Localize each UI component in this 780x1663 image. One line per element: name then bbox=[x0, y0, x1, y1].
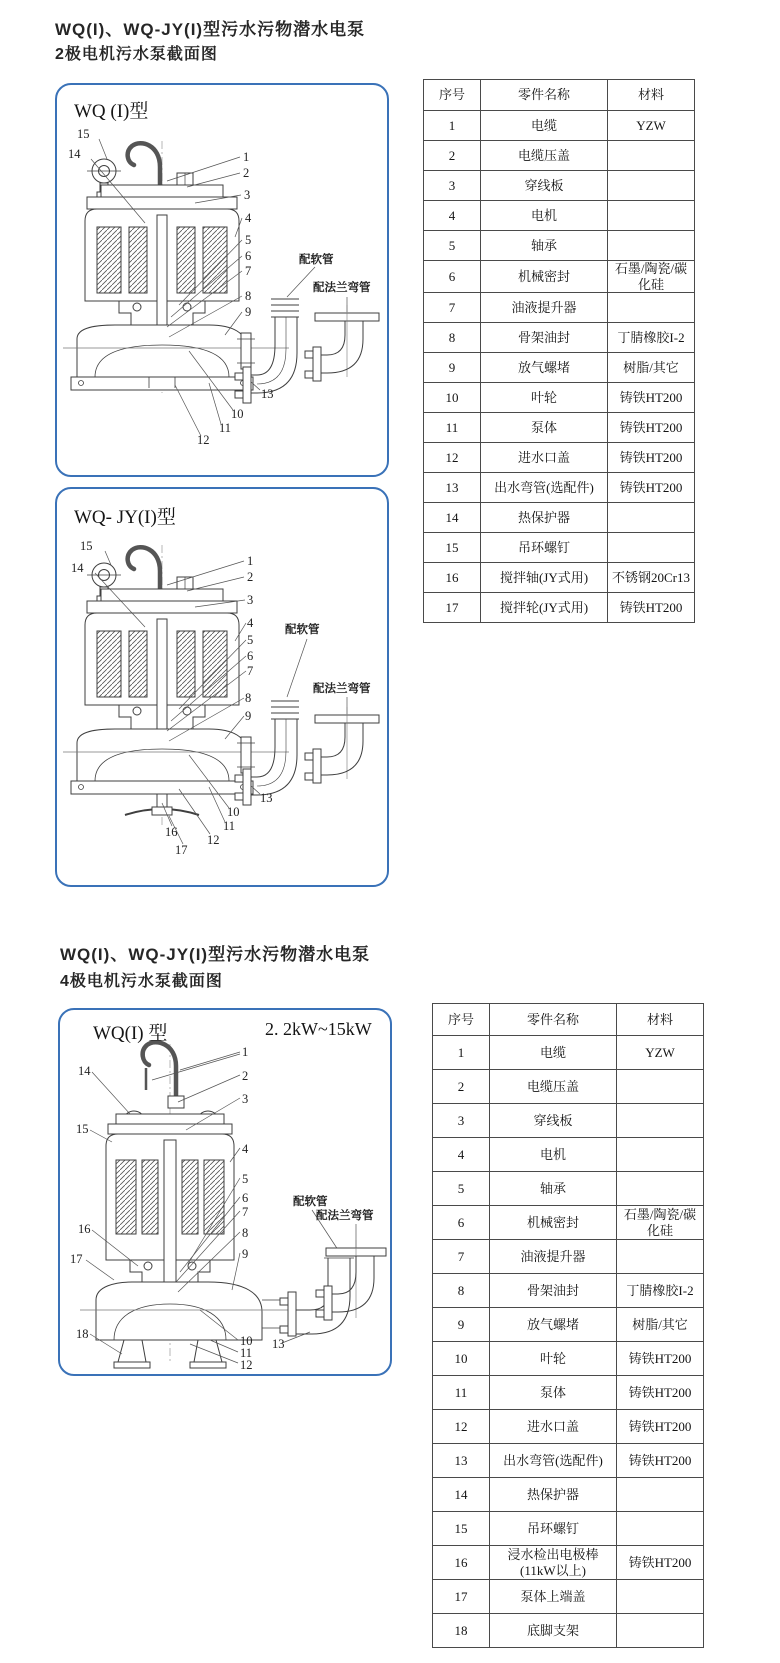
cell-material: 石墨/陶瓷/碳化硅 bbox=[608, 261, 695, 293]
cell-part-name: 穿线板 bbox=[490, 1104, 617, 1138]
table-row bbox=[424, 443, 695, 473]
cell-part-name: 搅拌轮(JY式用) bbox=[481, 593, 608, 623]
cell-index: 12 bbox=[433, 1410, 490, 1444]
cell-index: 14 bbox=[424, 503, 481, 533]
cell-part-name: 骨架油封 bbox=[481, 323, 608, 353]
cell-part-name: 叶轮 bbox=[490, 1342, 617, 1376]
callout-number: 11 bbox=[223, 819, 236, 833]
cell-part-name: 电缆压盖 bbox=[481, 141, 608, 171]
cell-index: 16 bbox=[424, 563, 481, 593]
cell-material bbox=[617, 1172, 704, 1206]
callout-number: 2 bbox=[247, 570, 254, 584]
callout-number: 8 bbox=[245, 289, 252, 303]
cell-index: 2 bbox=[433, 1070, 490, 1104]
pipe-label-flange: 配法兰弯管 bbox=[313, 683, 371, 695]
callout-number: 17 bbox=[175, 843, 188, 857]
pump-cross-section-drawing bbox=[60, 1010, 390, 1374]
callout-number: 7 bbox=[242, 1205, 249, 1219]
cell-material bbox=[617, 1240, 704, 1274]
callout-number: 4 bbox=[247, 616, 254, 630]
cell-index: 13 bbox=[433, 1444, 490, 1478]
table-row bbox=[433, 1580, 704, 1614]
cell-material bbox=[608, 141, 695, 171]
cell-index: 3 bbox=[424, 171, 481, 201]
cell-index: 8 bbox=[424, 323, 481, 353]
col-header-material: 材料 bbox=[608, 80, 695, 111]
table-row bbox=[424, 201, 695, 231]
section2-title-line2: 4极电机污水泵截面图 bbox=[60, 973, 223, 990]
table-header-row bbox=[433, 1004, 704, 1036]
pipe-label-hose: 配软管 bbox=[285, 624, 320, 636]
cell-material: YZW bbox=[617, 1036, 704, 1070]
cell-index: 1 bbox=[433, 1036, 490, 1070]
table-row bbox=[424, 323, 695, 353]
cell-part-name: 轴承 bbox=[481, 231, 608, 261]
cell-material: 铸铁HT200 bbox=[617, 1342, 704, 1376]
callout-number: 7 bbox=[247, 664, 254, 678]
cell-index: 7 bbox=[424, 293, 481, 323]
cell-part-name: 油液提升器 bbox=[490, 1240, 617, 1274]
table-row bbox=[433, 1308, 704, 1342]
cell-part-name: 穿线板 bbox=[481, 171, 608, 201]
table-row bbox=[433, 1410, 704, 1444]
cell-material bbox=[617, 1614, 704, 1648]
diagram-title: WQ- JY(I)型 bbox=[74, 507, 176, 528]
cell-part-name: 热保护器 bbox=[490, 1478, 617, 1512]
table-row bbox=[433, 1614, 704, 1648]
cell-index: 17 bbox=[433, 1580, 490, 1614]
cell-index: 14 bbox=[433, 1478, 490, 1512]
callout-number: 6 bbox=[247, 649, 254, 663]
callout-number: 7 bbox=[245, 264, 252, 278]
callout-number: 3 bbox=[247, 593, 254, 607]
cell-part-name: 泵体 bbox=[490, 1376, 617, 1410]
callout-number: 9 bbox=[245, 305, 252, 319]
cell-material: 丁腈橡胶I-2 bbox=[608, 323, 695, 353]
cell-material: 铸铁HT200 bbox=[617, 1410, 704, 1444]
callout-number: 5 bbox=[245, 233, 252, 247]
table-row bbox=[433, 1206, 704, 1240]
table-row bbox=[424, 111, 695, 141]
cell-part-name: 搅拌轴(JY式用) bbox=[481, 563, 608, 593]
cell-material bbox=[608, 533, 695, 563]
cell-index: 12 bbox=[424, 443, 481, 473]
cell-index: 4 bbox=[433, 1138, 490, 1172]
table-header-row bbox=[424, 80, 695, 111]
callout-number: 16 bbox=[78, 1222, 91, 1236]
cell-material bbox=[608, 293, 695, 323]
cell-index: 7 bbox=[433, 1240, 490, 1274]
table-row bbox=[433, 1172, 704, 1206]
parts-table-2pole bbox=[423, 79, 695, 623]
cell-material: 铸铁HT200 bbox=[617, 1444, 704, 1478]
cell-index: 9 bbox=[424, 353, 481, 383]
callout-number: 3 bbox=[242, 1092, 249, 1106]
cell-part-name: 吊环螺钉 bbox=[490, 1512, 617, 1546]
callout-number: 8 bbox=[245, 691, 252, 705]
table-row bbox=[433, 1444, 704, 1478]
diagram-box-wq-4pole bbox=[58, 1008, 392, 1376]
cell-material bbox=[617, 1104, 704, 1138]
table-row bbox=[424, 171, 695, 201]
cell-index: 5 bbox=[424, 231, 481, 261]
callout-number: 2 bbox=[243, 166, 250, 180]
cell-part-name: 进水口盖 bbox=[490, 1410, 617, 1444]
cell-index: 1 bbox=[424, 111, 481, 141]
callout-number: 4 bbox=[242, 1142, 249, 1156]
cell-part-name: 电缆压盖 bbox=[490, 1070, 617, 1104]
table-row bbox=[433, 1138, 704, 1172]
cell-index: 3 bbox=[433, 1104, 490, 1138]
cell-index: 2 bbox=[424, 141, 481, 171]
table-row bbox=[424, 413, 695, 443]
table-row bbox=[433, 1478, 704, 1512]
table-row bbox=[433, 1070, 704, 1104]
table-row bbox=[424, 293, 695, 323]
diagram-title: WQ (I)型 bbox=[74, 101, 149, 122]
table-row bbox=[424, 383, 695, 413]
cell-part-name: 出水弯管(选配件) bbox=[481, 473, 608, 503]
cell-material: 不锈钢20Cr13 bbox=[608, 563, 695, 593]
cell-material bbox=[617, 1070, 704, 1104]
cell-index: 16 bbox=[433, 1546, 490, 1580]
table-row bbox=[424, 563, 695, 593]
cell-part-name: 油液提升器 bbox=[481, 293, 608, 323]
table-row bbox=[424, 231, 695, 261]
callout-number: 9 bbox=[242, 1247, 249, 1261]
table-row bbox=[433, 1104, 704, 1138]
callout-number: 3 bbox=[244, 188, 251, 202]
table-row bbox=[433, 1240, 704, 1274]
cell-part-name: 电缆 bbox=[481, 111, 608, 141]
cell-part-name: 骨架油封 bbox=[490, 1274, 617, 1308]
callout-number: 2 bbox=[242, 1069, 249, 1083]
callout-number: 8 bbox=[242, 1226, 249, 1240]
cell-part-name: 放气螺堵 bbox=[490, 1308, 617, 1342]
cell-part-name: 机械密封 bbox=[490, 1206, 617, 1240]
cell-material: 石墨/陶瓷/碳化硅 bbox=[617, 1206, 704, 1240]
cell-part-name: 电缆 bbox=[490, 1036, 617, 1070]
cell-index: 11 bbox=[424, 413, 481, 443]
col-header-index: 序号 bbox=[424, 80, 481, 111]
callout-number: 14 bbox=[68, 147, 81, 161]
cell-material bbox=[608, 503, 695, 533]
cell-material: YZW bbox=[608, 111, 695, 141]
cell-part-name: 轴承 bbox=[490, 1172, 617, 1206]
table-row bbox=[433, 1546, 704, 1580]
table-row bbox=[433, 1274, 704, 1308]
callout-number: 4 bbox=[245, 211, 252, 225]
section2-title-line1: WQ(I)、WQ-JY(I)型污水污物潜水电泵 bbox=[60, 945, 371, 964]
callout-number: 10 bbox=[231, 407, 244, 421]
cell-material: 铸铁HT200 bbox=[608, 443, 695, 473]
cell-index: 17 bbox=[424, 593, 481, 623]
callout-number: 12 bbox=[240, 1358, 253, 1372]
callout-number: 11 bbox=[219, 421, 232, 435]
cell-material bbox=[608, 231, 695, 261]
callout-number: 15 bbox=[77, 127, 90, 141]
cell-index: 6 bbox=[433, 1206, 490, 1240]
cell-index: 15 bbox=[424, 533, 481, 563]
cell-part-name: 机械密封 bbox=[481, 261, 608, 293]
cell-material: 铸铁HT200 bbox=[617, 1546, 704, 1580]
callout-number: 6 bbox=[245, 249, 252, 263]
section1-title-line2: 2极电机污水泵截面图 bbox=[55, 46, 218, 63]
cell-part-name: 电机 bbox=[481, 201, 608, 231]
cell-material: 铸铁HT200 bbox=[608, 383, 695, 413]
cell-part-name: 泵体上端盖 bbox=[490, 1580, 617, 1614]
callout-number: 13 bbox=[272, 1337, 285, 1351]
cell-material: 铸铁HT200 bbox=[608, 593, 695, 623]
table-row bbox=[424, 503, 695, 533]
cell-part-name: 电机 bbox=[490, 1138, 617, 1172]
table-row bbox=[433, 1036, 704, 1070]
callout-number: 5 bbox=[247, 633, 254, 647]
cell-index: 18 bbox=[433, 1614, 490, 1648]
cell-part-name: 底脚支架 bbox=[490, 1614, 617, 1648]
table-row bbox=[433, 1376, 704, 1410]
table-row bbox=[424, 141, 695, 171]
col-header-index: 序号 bbox=[433, 1004, 490, 1036]
callout-number: 10 bbox=[227, 805, 240, 819]
cell-part-name: 叶轮 bbox=[481, 383, 608, 413]
cell-material bbox=[617, 1138, 704, 1172]
diagram-box-wq-2pole bbox=[55, 83, 389, 477]
cell-material: 树脂/其它 bbox=[617, 1308, 704, 1342]
cell-material: 丁腈橡胶I-2 bbox=[617, 1274, 704, 1308]
callout-number: 15 bbox=[76, 1122, 89, 1136]
callout-number: 1 bbox=[242, 1045, 249, 1059]
table-row bbox=[433, 1512, 704, 1546]
cell-material bbox=[608, 171, 695, 201]
cell-index: 15 bbox=[433, 1512, 490, 1546]
cell-part-name: 泵体 bbox=[481, 413, 608, 443]
callout-number: 17 bbox=[70, 1252, 83, 1266]
cell-material bbox=[617, 1478, 704, 1512]
callout-number: 18 bbox=[76, 1327, 89, 1341]
cell-part-name: 放气螺堵 bbox=[481, 353, 608, 383]
cell-material: 铸铁HT200 bbox=[608, 413, 695, 443]
cell-material bbox=[608, 201, 695, 231]
pipe-label-flange: 配法兰弯管 bbox=[316, 1210, 374, 1222]
callout-number: 14 bbox=[71, 561, 84, 575]
pump-cross-section-drawing bbox=[57, 85, 387, 475]
cell-material: 铸铁HT200 bbox=[608, 473, 695, 503]
callout-number: 14 bbox=[78, 1064, 91, 1078]
cell-part-name: 进水口盖 bbox=[481, 443, 608, 473]
cell-part-name: 出水弯管(选配件) bbox=[490, 1444, 617, 1478]
cell-index: 6 bbox=[424, 261, 481, 293]
table-row bbox=[424, 473, 695, 503]
cell-index: 5 bbox=[433, 1172, 490, 1206]
cell-index: 10 bbox=[424, 383, 481, 413]
cell-material bbox=[617, 1580, 704, 1614]
table-row bbox=[433, 1342, 704, 1376]
cell-material: 树脂/其它 bbox=[608, 353, 695, 383]
cell-part-name: 热保护器 bbox=[481, 503, 608, 533]
cell-part-name: 浸水检出电极棒(11kW以上) bbox=[490, 1546, 617, 1580]
table-row bbox=[424, 353, 695, 383]
pipe-label-flange: 配法兰弯管 bbox=[313, 282, 371, 294]
cell-index: 8 bbox=[433, 1274, 490, 1308]
table-row bbox=[424, 593, 695, 623]
callout-number: 10 bbox=[240, 1334, 253, 1348]
diagram-title: WQ(I) 型 bbox=[93, 1023, 168, 1044]
parts-table-4pole bbox=[432, 1003, 704, 1648]
callout-number: 5 bbox=[242, 1172, 249, 1186]
callout-number: 1 bbox=[247, 554, 254, 568]
callout-number: 15 bbox=[80, 539, 93, 553]
cell-index: 9 bbox=[433, 1308, 490, 1342]
callout-number: 9 bbox=[245, 709, 252, 723]
col-header-part-name: 零件名称 bbox=[490, 1004, 617, 1036]
col-header-material: 材料 bbox=[617, 1004, 704, 1036]
table-row bbox=[424, 261, 695, 293]
section1-title-line1: WQ(I)、WQ-JY(I)型污水污物潜水电泵 bbox=[55, 20, 366, 39]
callout-number: 6 bbox=[242, 1191, 249, 1205]
cell-material bbox=[617, 1512, 704, 1546]
cell-index: 4 bbox=[424, 201, 481, 231]
callout-number: 16 bbox=[165, 825, 178, 839]
cell-index: 10 bbox=[433, 1342, 490, 1376]
col-header-part-name: 零件名称 bbox=[481, 80, 608, 111]
callout-number: 13 bbox=[261, 387, 274, 401]
power-range-label: 2. 2kW~15kW bbox=[265, 1019, 372, 1039]
callout-number: 12 bbox=[207, 833, 220, 847]
callout-number: 1 bbox=[243, 150, 250, 164]
pipe-label-hose: 配软管 bbox=[299, 254, 334, 266]
cell-index: 13 bbox=[424, 473, 481, 503]
cell-index: 11 bbox=[433, 1376, 490, 1410]
cell-part-name: 吊环螺钉 bbox=[481, 533, 608, 563]
diagram-box-wqjy-2pole bbox=[55, 487, 389, 887]
callout-number: 12 bbox=[197, 433, 210, 447]
callout-number: 11 bbox=[240, 1346, 253, 1360]
pipe-label-hose: 配软管 bbox=[293, 1196, 328, 1208]
callout-number: 13 bbox=[260, 791, 273, 805]
cell-material: 铸铁HT200 bbox=[617, 1376, 704, 1410]
table-row bbox=[424, 533, 695, 563]
